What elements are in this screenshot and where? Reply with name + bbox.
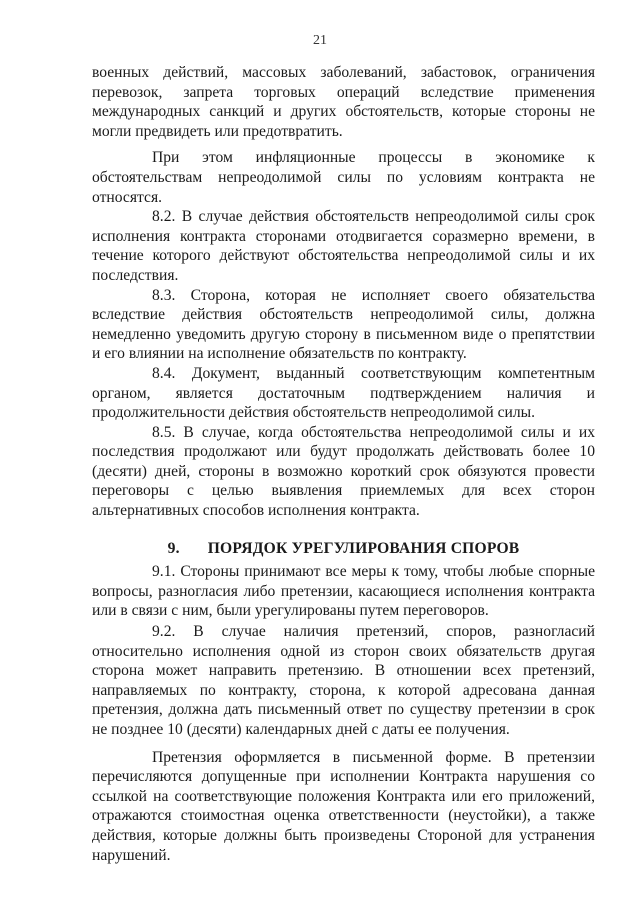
paragraph-9-2: 9.2. В случае наличия претензий, споров, разногласий относительно исполнения одной из сторон своих обязательств другая сторона может направить претензию. В отношении всех претензий, направляемых по контракту, сторона, к которой адресована данная претензия, должна дать письменный ответ по существу претензии в срок не позднее 10 (десяти) календарных дней с даты ее получения. — [92, 623, 595, 738]
paragraph-claim-form: Претензия оформляется в письменной форме. В претензии перечисляются допущенные при исполнении Контракта нарушения со ссылкой на соответствующие положения Контракта или его приложений, отражаются стоимостная оценка ответственности (неустойки), а также действия, которые должны быть произведены Стороной для устранения нарушений. — [92, 748, 595, 864]
paragraph-inflation: При этом инфляционные процессы в экономике к обстоятельствам непреодолимой силы по условиям контракта не относятся. — [92, 149, 595, 206]
paragraph-8-3: 8.3. Сторона, которая не исполняет своего обязательства вследствие действия обстоятельств непреодолимой силы, должна немедленно уведомить другую сторону в письменном виде о препятствии и его влиянии на исполнение обязательств по контракту. — [92, 286, 595, 363]
document-body — [92, 63, 595, 865]
paragraph-force-majeure-continuation: военных действий, массовых заболеваний, забастовок, ограничения перевозок, запрета торговых операций вследствие применения международных санкций и других обстоятельств, которые стороны не могли предвидеть или предотвратить. — [92, 64, 595, 140]
section-9-title: ПОРЯДОК УРЕГУЛИРОВАНИЯ СПОРОВ — [207, 539, 520, 557]
paragraph-9-1: 9.1. Стороны принимают все меры к тому, чтобы любые спорные вопросы, разногласия либо претензии, касающиеся исполнения контракта или в связи с ним, были урегулированы путем переговоров. — [92, 563, 595, 620]
section-9-number: 9. — [167, 539, 180, 557]
paragraph-8-2: 8.2. В случае действия обстоятельств непреодолимой силы срок исполнения контракта сторонами отодвигается соразмерно времени, в течение которого действуют обстоятельства непреодолимой силы и их последствия. — [92, 208, 595, 284]
section-9-heading — [92, 539, 595, 559]
paragraph-8-4: 8.4. Документ, выданный соответствующим компетентным органом, является достаточным подтверждением наличия и продолжительности действия обстоятельств непреодолимой силы. — [92, 364, 595, 422]
page-number: 21 — [313, 33, 327, 48]
paragraph-8-5: 8.5. В случае, когда обстоятельства непреодолимой силы и их последствия продолжают или будут продолжать действовать более 10 (десяти) дней, стороны в возможно короткий срок обязуются провести переговоры с целью выявления приемлемых для всех сторон альтернативных способов исполнения контракта. — [92, 423, 595, 520]
